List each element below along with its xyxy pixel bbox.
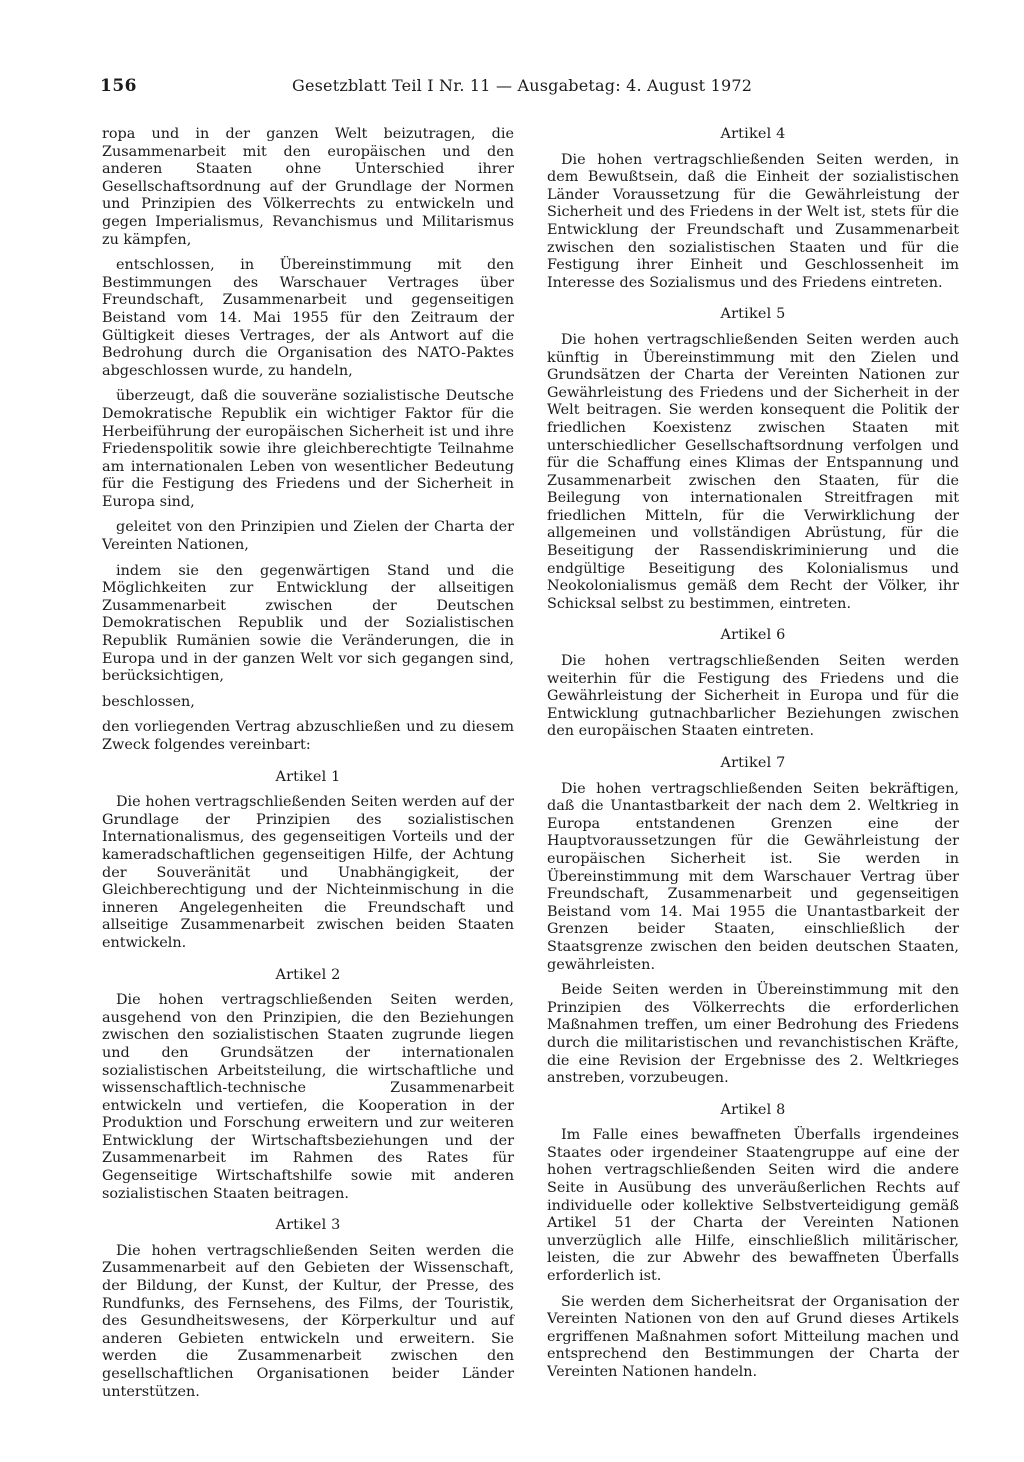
article-heading: Artikel 4 bbox=[720, 126, 786, 142]
preamble-paragraph: überzeugt, daß die souveräne sozialistische Deutsche Demokratische Republik ein wichtiger Faktor für die Herbeiführung der europäischen Sicherheit ist und ihre Friedenspolitik sowie ihre gleichberechtigte Teilnahme am internationalen Leben von wesentlicher Bedeutung für die Festigung des Friedens und der Sicherheit in Europa sind, bbox=[102, 388, 514, 510]
article-paragraph: Die hohen vertragschließenden Seiten werden weiterhin für die Festigung des Friedens und die Gewährleistung der Sicherheit in Europa und für die Entwicklung gutnachbarlicher Beziehungen zwischen den europäischen Staaten eintreten. bbox=[547, 653, 959, 740]
article-heading: Artikel 8 bbox=[720, 1101, 786, 1118]
right-column bbox=[547, 126, 959, 1390]
preamble-paragraph: ropa und in der ganzen Welt beizutragen, die Zusammenarbeit mit den europäischen und den anderen Staaten ohne Unterschied ihrer Gesellschaftsordnung auf der Grundlage der Normen und Prinzipien des Völkerrechts zu entwickeln und gegen Imperialismus, Revanchismus und Militarismus zu kämpfen, bbox=[102, 126, 514, 248]
preamble-paragraph: beschlossen, bbox=[102, 693, 195, 710]
page-number: 156 bbox=[100, 76, 137, 96]
preamble-paragraph: indem sie den gegenwärtigen Stand und die Möglichkeiten zur Entwicklung der allseitigen Zusammenarbeit zwischen der Deutschen Demokratischen Republik und der Sozialistischen Republik Rumänien sowie die Veränderungen, die in Europa und in der ganzen Welt vor sich gegangen sind, berücksichtigen, bbox=[102, 562, 514, 685]
article-paragraph: Die hohen vertragschließenden Seiten bekräftigen, daß die Unantastbarkeit der nach dem 2. Weltkrieg in Europa entstandenen Grenzen eine der Hauptvoraussetzungen für die Gewährleistung der europäischen Sicherheit ist. Sie werden in Übereinstimmung mit dem Warschauer Vertrag über Freundschaft, Zusammenarbeit und gegenseitigen Beistand vom 14. Mai 1955 die Unantastbarkeit der Grenzen beider Staaten, einschließlich der Staatsgrenze zwischen den beiden deutschen Staaten, gewährleisten. bbox=[547, 780, 959, 973]
preamble-paragraph: geleitet von den Prinzipien und Zielen der Charta der Vereinten Nationen, bbox=[102, 519, 514, 554]
article-paragraph: Beide Seiten werden in Übereinstimmung mit den Prinzipien des Völkerrechts die erforderlichen Maßnahmen treffen, um einer Bedrohung des Friedens durch die militaristischen und revanchistischen Kräfte, die eine Revision der Ergebnisse des 2. Weltkrieges anstreben, vorzubeugen. bbox=[547, 982, 959, 1087]
article-heading: Artikel 7 bbox=[720, 755, 786, 771]
preamble-paragraph: den vorliegenden Vertrag abzuschließen und zu diesem Zweck folgendes vereinbart: bbox=[102, 719, 514, 753]
article-paragraph: Sie werden dem Sicherheitsrat der Organisation der Vereinten Nationen von den auf Grund dieses Artikels ergriffenen Maßnahmen sofort Mitteilung machen und entsprechend den Bestimmungen der Charta der Vereinten Nationen handeln. bbox=[547, 1293, 959, 1380]
article-heading: Artikel 3 bbox=[275, 1217, 341, 1234]
article-heading: Artikel 2 bbox=[275, 966, 341, 983]
preamble-paragraph: entschlossen, in Übereinstimmung mit den Bestimmungen des Warschauer Vertrages über Freundschaft, Zusammenarbeit und gegenseitigen Beistand vom 14. Mai 1955 für den Zeitraum der Gültigkeit dieses Vertrages, der als Antwort auf die Bedrohung durch die Organisation des NATO-Paktes abgeschlossen wurde, zu handeln, bbox=[102, 257, 514, 379]
page-header bbox=[100, 76, 960, 100]
publication-title: Gesetzblatt Teil I Nr. 11 — Ausgabetag: 4. August 1972 bbox=[292, 76, 753, 95]
article-heading: Artikel 5 bbox=[720, 306, 786, 323]
article-heading: Artikel 6 bbox=[720, 627, 786, 644]
article-heading: Artikel 1 bbox=[275, 768, 341, 785]
article-paragraph: Die hohen vertragschließenden Seiten werden auf der Grundlage der Prinzipien des sozialistischen Internationalismus, des gegenseitigen Vorteils und der kameradschaftlichen gegenseitigen Hilfe, der Achtung der Souveränität und Unabhängigkeit, der Gleichberechtigung und der Nichteinmischung in die inneren Angelegenheiten die Freundschaft und allseitige Zusammenarbeit zwischen beiden Staaten entwickeln. bbox=[102, 794, 514, 951]
article-paragraph: Die hohen vertragschließenden Seiten werden, ausgehend von den Prinzipien, die den Beziehungen zwischen den sozialistischen Staaten zugrunde liegen und den Grundsätzen der internationalen sozialistischen Arbeitsteilung, die wirtschaftliche und wissenschaftlich-technische Zusammenarbeit entwickeln und vertiefen, die Kooperation in der Produktion und Forschung erweitern und zur weiteren Entwicklung der Wirtschaftsbeziehungen und der Zusammenarbeit im Rahmen des Rates für Gegenseitige Wirtschaftshilfe sowie mit anderen sozialistischen Staaten beitragen. bbox=[102, 992, 514, 1202]
left-column bbox=[102, 126, 514, 1409]
article-paragraph: Im Falle eines bewaffneten Überfalls irgendeines Staates oder irgendeiner Staatengruppe auf eine der hohen vertragschließenden Seiten wird die andere Seite in Ausübung des unveräußerlichen Rechts auf individuelle oder kollektive Selbstverteidigung gemäß Artikel 51 der Charta der Vereinten Nationen unverzüglich alle Hilfe, einschließlich militärischer, leisten, die zur Abwehr des bewaffneten Überfalls erforderlich ist. bbox=[547, 1127, 959, 1285]
article-paragraph: Die hohen vertragschließenden Seiten werden die Zusammenarbeit auf den Gebieten der Wissenschaft, der Bildung, der Kunst, der Kultur, der Presse, des Rundfunks, des Fernsehens, des Films, der Touristik, des Gesundheitswesens, der Körperkultur und auf anderen Gebieten entwickeln und erweitern. Sie werden die Zusammenarbeit zwischen den gesellschaftlichen Organisationen beider Länder unterstützen. bbox=[102, 1242, 514, 1400]
article-paragraph: Die hohen vertragschließenden Seiten werden, in dem Bewußtsein, daß die Einheit der sozialistischen Länder Voraussetzung für die Gewährleistung der Sicherheit und des Friedens in der Welt ist, stets für die Entwicklung der Freundschaft und Zusammenarbeit zwischen den sozialistischen Staaten und für die Festigung ihrer Einheit und Geschlossenheit im Interesse des Sozialismus und des Friedens eintreten. bbox=[547, 151, 959, 291]
article-paragraph: Die hohen vertragschließenden Seiten werden auch künftig in Übereinstimmung mit den Zielen und Grundsätzen der Charta der Vereinten Nationen zur Gewährleistung des Friedens und der Sicherheit in der Welt beitragen. Sie werden konsequent die Politik der friedlichen Koexistenz zwischen Staaten mit unterschiedlicher Gesellschaftsordnung verfolgen und für die Schaffung eines Klimas der Entspannung und Zusammenarbeit zwischen den Staaten, für die Beilegung von internationalen Streitfragen mit friedlichen Mitteln, für die Verwirklichung der allgemeinen und vollständigen Abrüstung, für die Beseitigung der Rassendiskriminierung und die endgültige Beseitigung des Kolonialismus und Neokolonialismus gemäß dem Recht der Völker, ihr Schicksal selbst zu bestimmen, eintreten. bbox=[547, 331, 959, 612]
